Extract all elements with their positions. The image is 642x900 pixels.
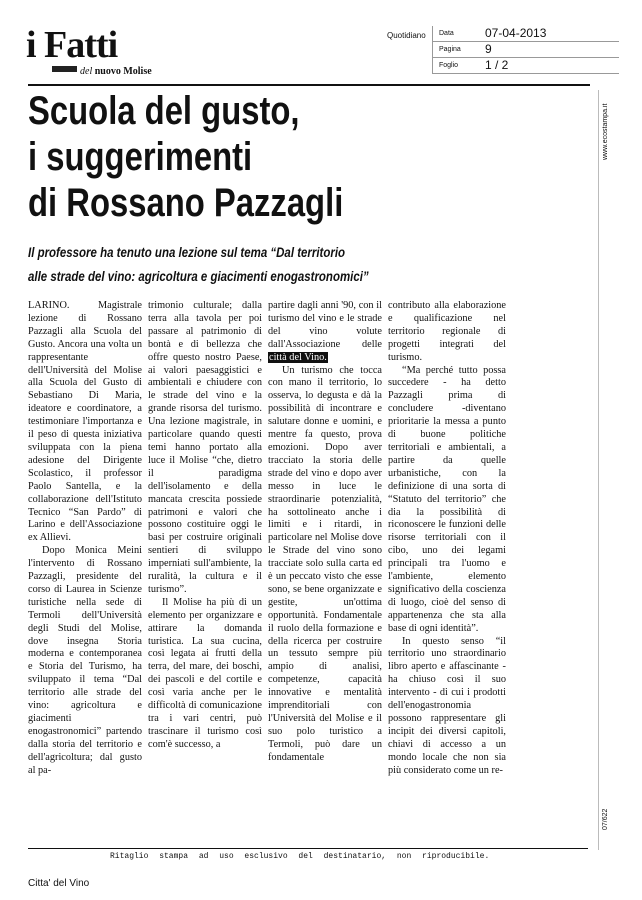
meta-row-page: Pagina 9 <box>433 42 619 58</box>
article-column-1 <box>28 300 142 778</box>
clipping-notice: Ritaglio stampa ad uso esclusivo del destinatario, non riproducibile. <box>110 852 490 861</box>
publication-type: Quotidiano <box>387 31 426 40</box>
paragraph: trimonio culturale; dalla terra alla tavola per poi passare al patrimonio di bontà e di bellezza che offre questo nostro Paese, ai valori paesaggistici e ambientali e chiudere con le strade del vino e la grande risorsa del turismo. Una lezione magistrale, in particolare quando questi temi hanno portato alla luce il Molise “che, dietro il paradigma dell'isolamento e della mancata crescita possiede patrimoni e valori che possono costituire oggi le basi per costruire originali sentieri di sviluppo imperniati sull'ambiente, la ruralità, la cultura e il turismo”. <box>148 300 262 595</box>
paragraph: Il Molise ha più di un elemento per organizzare e attirare la domanda turistica. La sua cucina, così legata ai frutti della terra, del mare, dei boschi, dei pascoli e del cortile e così varia anche per le difficoltà di comunicazione tra i vari centri, può trascinare il turismo così com'è successo, a <box>148 596 262 750</box>
paragraph: “Ma perché tutto possa succedere - ha detto Pazzagli prima di concludere -diventano prioritarie la messa a punto di buone politiche territoriali e ambientali, a partire da quelle urbanistiche, con la definizione di una sorta di “Statuto del territorio” che dia la possibilità di riconoscere le funzioni delle risorse territoriali con il cibo, uno dei legami principali tra l'uomo e l'ambiente, elemento significativo della coscienza di luogo, cioè del senso di appartenenza che sta alla base di ogni identità”. <box>388 364 506 634</box>
side-source-url: www.ecostampa.it <box>602 103 609 160</box>
meta-row-date: Data 07-04-2013 <box>433 26 619 42</box>
metadata-box <box>432 26 619 74</box>
article-headline: Scuola del gusto, i suggerimenti di Rossano Pazzagli <box>28 89 344 225</box>
article-subheadline: Il professore ha tenuto una lezione sul tema “Dal territorio alle strade del vino: agricoltura e giacimenti enogastronomici” <box>28 244 369 284</box>
article-column-3 <box>268 300 382 765</box>
article-column-2 <box>148 300 262 752</box>
paragraph: Dopo Monica Meini l'intervento di Rossano Pazzagli, presidente del corso di Laurea in Scienze turistiche nella sede di Termoli dell'Università degli Studi del Molise, dove insegna Storia moderna e contemporanea e Storia del Turismo, ha sviluppato il tema “Dal territorio alle strade del vino: agricoltura e giacimenti enogastronomici” partendo dalla storia del territorio e dell'agricoltura; dal gusto al pa- <box>28 545 142 776</box>
newspaper-logo <box>26 26 196 80</box>
paragraph: Un turismo che tocca con mano il territorio, lo osserva, lo degusta e dà la possibilità di incontrare e salutare donne e uomini, e mentre fa questo, prova emozioni. Dopo aver tracciato la storia delle strade del vino e dopo aver messo in luce le straordinarie potenzialità, ha sottolineato anche i limiti e i ritardi, in particolare nel Molise dove le Strade del vino sono tracciate solo sulla carta ed è un peccato visto che esse sono, se bene organizzate e gestite, un'ottima opportunità. Fondamentale il ruolo della formazione e della ricerca per costruire un tessuto sempre più ampio di analisi, competenze, capacità innovative e mentalità imprenditoriali con l'Università del Molise e il suo polo turistico a Termoli, può dare un fondamentale <box>268 364 382 763</box>
paragraph: In questo senso “il territorio uno straordinario libro aperto e affascinante - ha chiuso così il suo intervento - di cui i prodotti dell'enogastronomia possono rappresentare gli incipit dei diversi capitoli, chiavi di accesso a un mondo locale che non sia più considerato come un re- <box>388 635 506 776</box>
footer-source: Citta' del Vino <box>28 878 90 889</box>
footer-divider <box>28 848 588 849</box>
meta-row-sheet: Foglio 1 / 2 <box>433 58 619 74</box>
article-column-4 <box>388 300 506 778</box>
side-code: 07/622 <box>602 808 609 830</box>
logo-title: i Fatti <box>26 24 118 66</box>
header-divider <box>28 84 590 86</box>
side-divider <box>598 90 599 850</box>
logo-subtitle: del nuovo Molise <box>80 66 152 77</box>
paragraph: LARINO. Magistrale lezione di Rossano Pazzagli alla Scuola del Gusto. Ancora una volta un rappresentante dell'Università del Molise alla Scuola del Gusto di Sebastiano Di Maria, ideatore e coordinatore, a testimoniare l'importanza e il peso di questa iniziativa sviluppata con la piena adesione del Dirigente Scolastico, il professor Paolo Santella, e la collaborazione dell'Istituto Tecnico “San Pardo” di Larino e dell'Associazione ex Allievi. <box>28 300 142 544</box>
paragraph: partire dagli anni '90, con il turismo del vino e le strade del vino volute dall'Associazione delle città del Vino. <box>268 300 382 363</box>
highlighted-text: città del Vino. <box>269 351 327 363</box>
paragraph: contributo alla elaborazione e qualificazione nel territorio regionale di progetti integrati del turismo. <box>388 300 506 363</box>
